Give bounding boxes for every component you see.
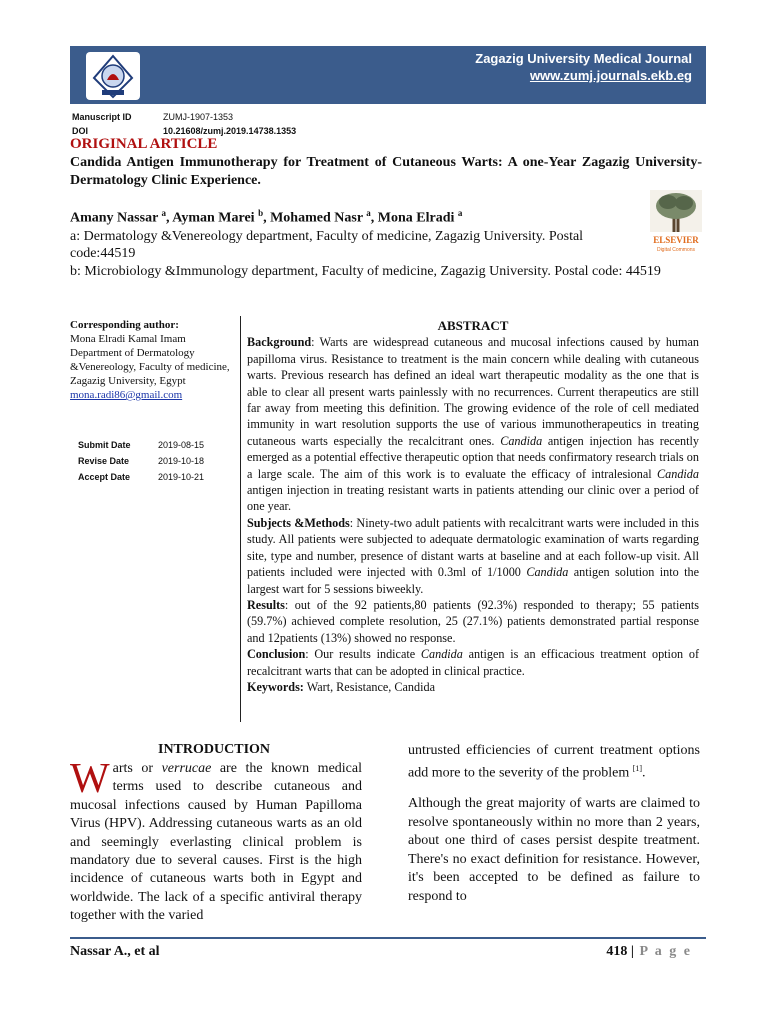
journal-url-link[interactable]: www.zumj.journals.ekb.eg (529, 68, 692, 83)
manuscript-id: ZUMJ-1907-1353 (163, 112, 234, 122)
author-name: Ayman Marei (172, 210, 255, 226)
introduction-column-2 (408, 742, 700, 918)
corresponding-author (70, 318, 235, 402)
abstract-methods: Subjects &Methods: Ninety-two adult patients with recalcitrant warts were included in this study. All patients were subjected to adequate dermatologic examination of warts regarding site, type and number, presence of distant warts at baseline and at each follow-up visit. All patients included were injected with 0.3ml of 1/1000 Candida antigen solution into the largest wart for 5 sessions biweekly. (247, 515, 699, 596)
introduction-heading: INTRODUCTION (158, 742, 271, 757)
journal-name: Zagazig University Medical Journal (475, 51, 692, 66)
doi-value[interactable]: 10.21608/zumj.2019.14738.1353 (163, 126, 297, 136)
abstract-results: Results: out of the 92 patients,80 patients (92.3%) responded to therapy; 55 patients (59.7%) achieved complete resolution, 25 (27.1%) patients demonstrated partial response and 12patients (13%) showed no response. (247, 597, 699, 645)
author-name: Mohamed Nasr (270, 210, 363, 226)
citation-ref[interactable]: [1] (632, 764, 643, 774)
elsevier-tree-logo (648, 188, 704, 254)
date-value: 2019-08-15 (158, 440, 205, 450)
date-value: 2019-10-18 (158, 456, 205, 466)
page-number: 418 | P a g e (606, 944, 692, 959)
abstract-conclusion: Conclusion: Our results indicate Candida antigen is an efficacious treatment option of recalcitrant warts that can be adopted in clinical practice. (247, 647, 700, 678)
drop-cap: W (70, 756, 110, 802)
introduction-column-1: Warts or verrucae are the known medical terms used to describe cutaneous and mucosal infections caused by Human Papilloma Virus (HPV). Addressing cutaneous warts as an old and seemingly everlasting clinical problem is mandatory due to several causes. First is the high incidence of cutaneous warts both in Egypt and worldwide. The lack of a specific antiviral therapy together with the varied (70, 756, 362, 924)
corresponding-address: Department of Dermatology &Venereology, Faculty of medicine, Zagazig University, Egypt (70, 347, 230, 387)
author-name: Amany Nassar (70, 210, 159, 226)
affiliation-a: a: Dermatology &Venereology department, Faculty of medicine, Zagazig University. Postal code:44519 (70, 229, 584, 261)
author-affiliation-mark: a (457, 208, 463, 218)
doi-label: DOI (72, 126, 89, 136)
date-label: Submit Date (78, 440, 131, 450)
author-affiliation-mark: a (161, 208, 167, 218)
abstract-heading: ABSTRACT (437, 318, 509, 333)
abstract-background: Background: Warts are widespread cutaneous and mucosal infections caused by human papilloma virus. Resistance to treatment is the main concern while dealing with cutaneous warts. Previous research has defined an ideal wart therapeutic modality as the one that is able to clear all present warts painlessly with no recurrences. Current therapeutics are still far away from meeting this definition. The growing evidence of the role of cell mediated immunity in wart resolution supports the use of various immunotherapeutics in treating cutaneous warts especially the recalcitrant ones. Candida antigen injection has recently emerged as a potential effective therapeutic option that needs confirmatory research trials on a large scale. The aim of this work is to evaluate the efficacy of intralesional Candida antigen injection in treating resistant warts in patients attending our clinic over a period of one year. (247, 335, 700, 514)
corresponding-heading: Corresponding author: (70, 319, 179, 331)
author-affiliation-mark: b (258, 208, 264, 218)
article-type: ORIGINAL ARTICLE (70, 136, 218, 152)
article-title: Candida Antigen Immunotherapy for Treatment of Cutaneous Warts: A one-Year Zagazig University-Dermatology Clinic Experience. (70, 155, 702, 188)
author-list: Amany Nassar $^a$, Ayman Marei $^b$, Mohamed Nasr $^a$, Mona Elradi $^a$ (70, 208, 463, 226)
column-divider (240, 316, 241, 722)
abstract (247, 318, 699, 695)
paragraph: Although the great majority of warts are claimed to resolve spontaneously within no more than 2 years, about one third of cases persist despite treatment. There's no exact definition for resistance. However, it's been accepted to be defined as failure to respond to (408, 796, 700, 904)
date-value: 2019-10-21 (158, 472, 205, 482)
author-name: Mona Elradi (377, 210, 455, 226)
date-label: Revise Date (78, 456, 130, 466)
manuscript-id-label: Manuscript ID (72, 112, 132, 122)
university-seal-icon (80, 50, 146, 102)
svg-text:Digital Commons: Digital Commons (656, 247, 696, 253)
paragraph: untrusted efficiencies of current treatment options add more to the severity of the problem [1]. (408, 743, 700, 782)
affiliation-b: b: Microbiology &Immunology department, Faculty of medicine, Zagazig University. Postal code: 44519 (70, 264, 661, 279)
author-affiliation-mark: a (366, 208, 371, 218)
footer-rule (70, 937, 706, 939)
corresponding-name: Mona Elradi Kamal Imam (70, 333, 186, 345)
corresponding-email-link[interactable]: mona.radi86@gmail.com (70, 389, 183, 401)
abstract-keywords: Keywords: Wart, Resistance, Candida (247, 679, 436, 694)
footer-author: Nassar A., et al (70, 944, 160, 959)
date-label: Accept Date (78, 472, 131, 482)
svg-text:ELSEVIER: ELSEVIER (653, 235, 699, 245)
